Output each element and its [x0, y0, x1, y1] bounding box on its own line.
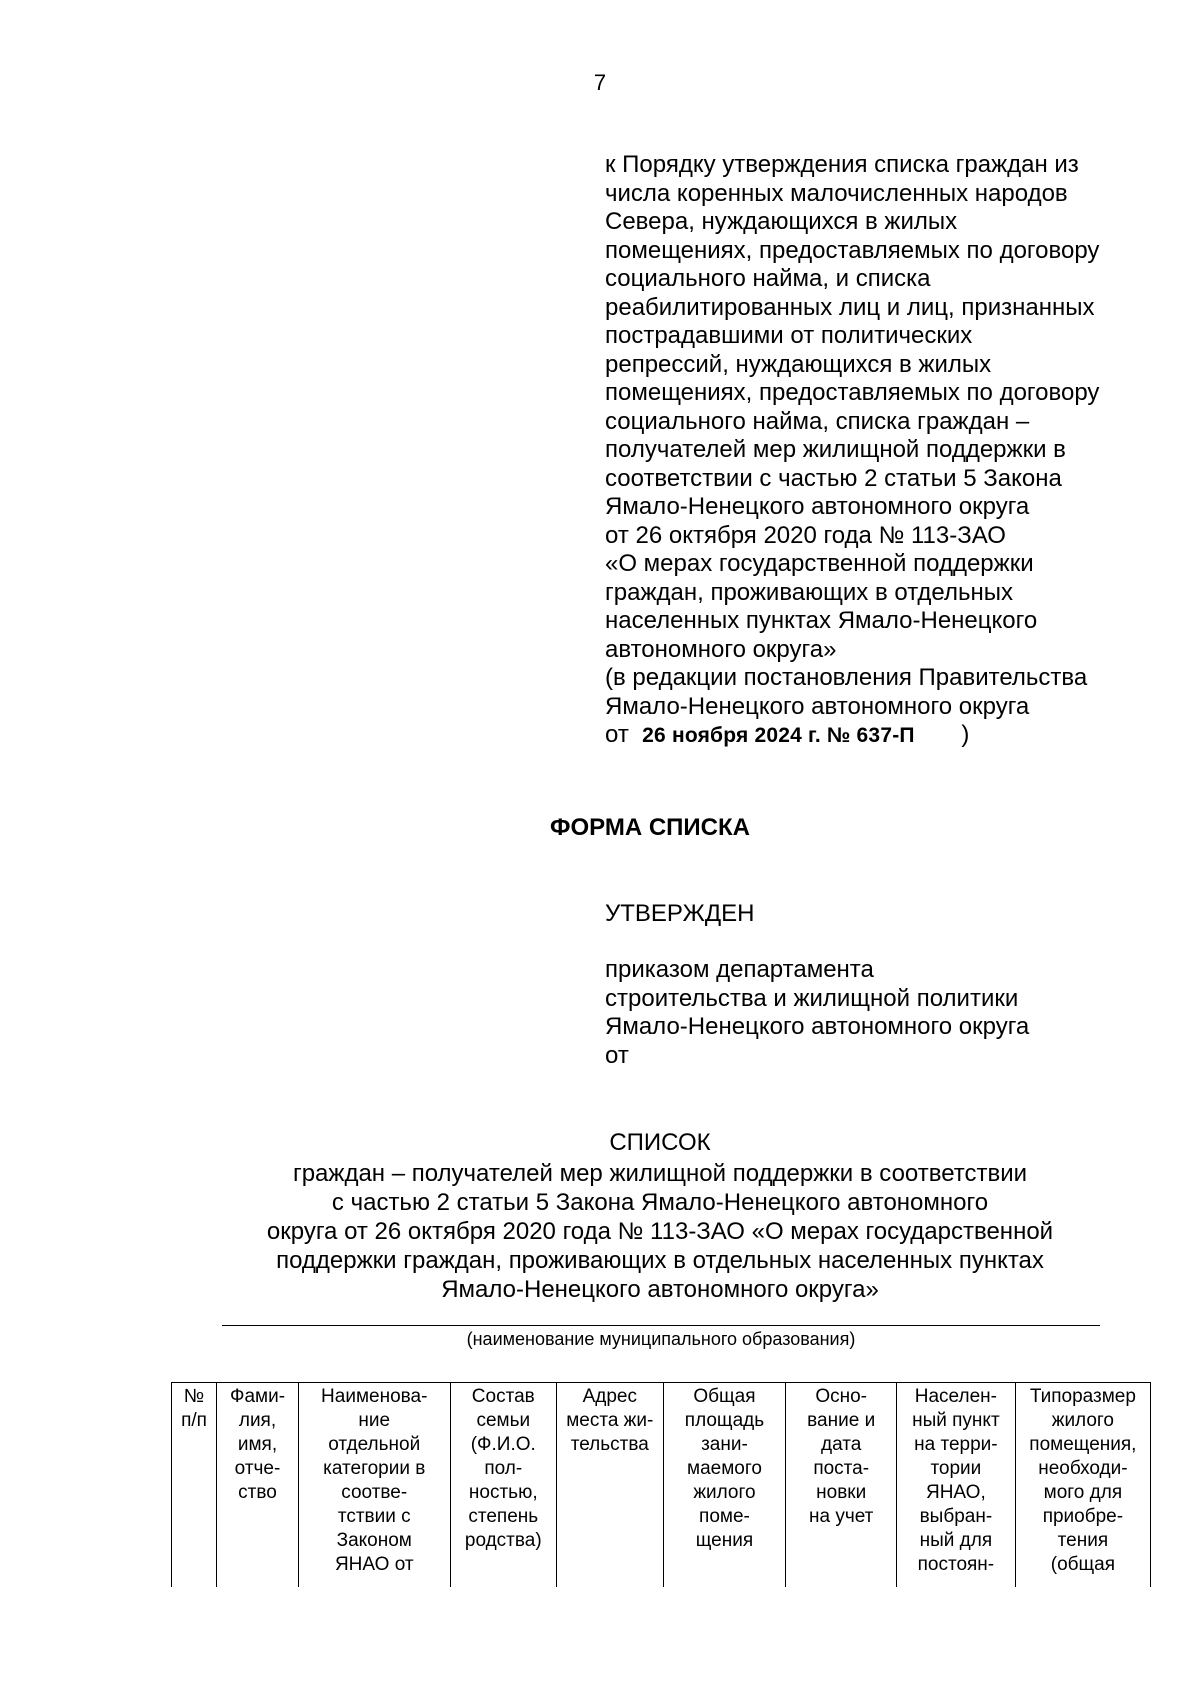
- column-header-line: родства): [464, 1530, 542, 1551]
- appendix-line: числа коренных малочисленных народов: [605, 179, 1068, 207]
- appendix-line: социального найма, списка граждан –: [605, 407, 1030, 435]
- appendix-line: социального найма, и списка: [605, 265, 931, 292]
- appendix-block: [605, 151, 1165, 751]
- approved-by-line: Ямало-Ненецкого автономного округа: [605, 1013, 1030, 1040]
- appendix-line: помещениях, предоставляемых по договору: [605, 236, 1100, 264]
- column-header-line: имя,: [237, 1434, 278, 1455]
- appendix-line: Ямало-Ненецкого автономного округа: [605, 692, 1030, 720]
- column-header-line: тения: [1057, 1530, 1109, 1551]
- column-header-line: щения: [695, 1530, 754, 1551]
- appendix-line: реабилитированных лиц и лиц, признанных: [605, 293, 1095, 321]
- column-header-line: маемого: [687, 1458, 762, 1479]
- appendix-line: получателей мер жилищной поддержки в: [605, 436, 1066, 463]
- column-header-line: на терри-: [914, 1434, 998, 1455]
- column-header-line: Адрес: [582, 1386, 637, 1407]
- column-header-housing-size: [1015, 1383, 1150, 1588]
- column-header-line: Состав: [471, 1386, 535, 1407]
- page-number: 7: [593, 70, 607, 95]
- appendix-line: соответствии с частью 2 статьи 5 Закона: [605, 464, 1062, 492]
- column-header-line: необходи-: [1038, 1458, 1128, 1479]
- column-header-line: соотве-: [341, 1482, 408, 1503]
- column-header-category: [298, 1383, 450, 1588]
- column-header-line: вание и: [807, 1410, 876, 1431]
- column-header-line: лия,: [238, 1410, 277, 1431]
- column-header-settlement: [896, 1383, 1015, 1588]
- column-header-line: постоян-: [917, 1554, 995, 1575]
- column-header-line: ЯНАО,: [925, 1482, 986, 1503]
- column-header-line: места жи-: [566, 1410, 654, 1431]
- column-header-line: тельства: [570, 1434, 649, 1455]
- approved-by-block: [605, 956, 1165, 1070]
- column-header-line: тствии с: [337, 1506, 411, 1527]
- list-title: СПИСОК: [609, 1129, 711, 1156]
- appendix-line: репрессий, нуждающихся в жилых: [605, 350, 992, 378]
- column-header-line: приобре-: [1042, 1506, 1124, 1527]
- appendix-line: от 26 октября 2020 года № 113-ЗАО: [605, 521, 1006, 549]
- column-header-line: степень: [468, 1506, 539, 1527]
- list-subtitle: [200, 1159, 1120, 1304]
- list-subtitle-line: округа от 26 октября 2020 года № 113-ЗАО «О мерах государственной: [266, 1218, 1054, 1245]
- list-subtitle-line: Ямало-Ненецкого автономного округа»: [441, 1276, 879, 1303]
- citizens-table: [171, 1382, 1151, 1587]
- column-header-family: [450, 1383, 557, 1588]
- column-header-address: [557, 1383, 664, 1588]
- resolution-reference: [605, 721, 1165, 751]
- column-header-line: ностью,: [468, 1482, 538, 1503]
- column-header-line: тории: [930, 1458, 982, 1479]
- column-header-line: отче-: [234, 1458, 281, 1479]
- column-header-line: Типоразмер: [1029, 1386, 1136, 1407]
- column-header-line: жилого: [693, 1482, 756, 1503]
- list-subtitle-line: с частью 2 статьи 5 Закона Ямало-Ненецкого автономного: [331, 1189, 989, 1216]
- list-subtitle-line: поддержки граждан, проживающих в отдельных населенных пунктах: [276, 1247, 1044, 1274]
- column-header-line: дата: [821, 1434, 862, 1455]
- approved-by-line: строительства и жилищной политики: [605, 984, 1019, 1012]
- column-header-line: Законом: [336, 1530, 412, 1551]
- column-header-line: Общая: [693, 1386, 756, 1407]
- appendix-line: «О мерах государственной поддержки: [605, 550, 1034, 577]
- column-header-line: п/п: [181, 1410, 207, 1431]
- column-header-line: поста-: [813, 1458, 870, 1479]
- municipality-fill-line: [222, 1325, 1100, 1326]
- column-header-line: ние: [358, 1410, 391, 1431]
- municipality-caption: (наименование муниципального образования): [466, 1329, 856, 1349]
- appendix-line: Севера, нуждающихся в жилых: [605, 208, 958, 235]
- column-header-line: ЯНАО от: [334, 1554, 414, 1575]
- column-header-area: [663, 1383, 786, 1588]
- approved-by-line: от: [605, 1041, 629, 1069]
- appendix-line: граждан, проживающих в отдельных: [605, 578, 1013, 606]
- column-header-line: площадь: [684, 1410, 765, 1431]
- column-header-line: ный пункт: [912, 1410, 1000, 1431]
- appendix-line: (в редакции постановления Правительства: [605, 664, 1088, 691]
- appendix-line: Ямало-Ненецкого автономного округа: [605, 493, 1030, 520]
- appendix-line: помещениях, предоставляемых по договору: [605, 379, 1100, 406]
- column-header-line: Фами-: [230, 1386, 286, 1407]
- form-title: ФОРМА СПИСКА: [550, 814, 750, 841]
- column-header-line: зани-: [701, 1434, 748, 1455]
- column-header-line: категории в: [323, 1458, 426, 1479]
- appendix-line: населенных пунктах Ямало-Ненецкого: [605, 607, 1038, 634]
- column-header-line: на учет: [808, 1506, 874, 1527]
- column-header-line: помещения,: [1029, 1434, 1137, 1455]
- column-header-line: (общая: [1050, 1554, 1116, 1575]
- column-header-line: отдельной: [328, 1434, 421, 1455]
- approved-label: УТВЕРЖДЕН: [605, 900, 755, 927]
- column-header-line: (Ф.И.О.: [470, 1434, 536, 1455]
- column-header-line: ство: [238, 1482, 277, 1503]
- column-header-line: пол-: [484, 1458, 523, 1479]
- column-header-line: ный для: [919, 1530, 993, 1551]
- column-header-line: Осно-: [815, 1386, 868, 1407]
- column-header-line: жилого: [1051, 1410, 1115, 1431]
- resolution-prefix: от: [605, 721, 629, 748]
- column-header-registration: [786, 1383, 897, 1588]
- column-header-number: [172, 1383, 217, 1588]
- list-subtitle-line: граждан – получателей мер жилищной поддержки в соответствии: [292, 1160, 1028, 1187]
- appendix-line: к Порядку утверждения списка граждан из: [605, 151, 1079, 178]
- column-header-line: выбран-: [919, 1506, 993, 1527]
- table-header-row: [172, 1383, 1151, 1588]
- resolution-suffix: ): [961, 721, 970, 748]
- column-header-full-name: [217, 1383, 299, 1588]
- column-header-line: Населен-: [914, 1386, 997, 1407]
- resolution-date-number: 26 ноября 2024 г. № 637-П: [642, 724, 915, 747]
- column-header-line: №: [183, 1386, 205, 1407]
- column-header-line: новки: [816, 1482, 867, 1503]
- appendix-line: пострадавшими от политических: [605, 322, 973, 349]
- column-header-line: поме-: [699, 1506, 750, 1527]
- appendix-line: автономного округа»: [605, 635, 837, 663]
- column-header-line: Наименова-: [321, 1386, 428, 1407]
- column-header-line: семьи: [476, 1410, 531, 1431]
- approved-by-line: приказом департамента: [605, 956, 874, 983]
- column-header-line: мого для: [1043, 1482, 1123, 1503]
